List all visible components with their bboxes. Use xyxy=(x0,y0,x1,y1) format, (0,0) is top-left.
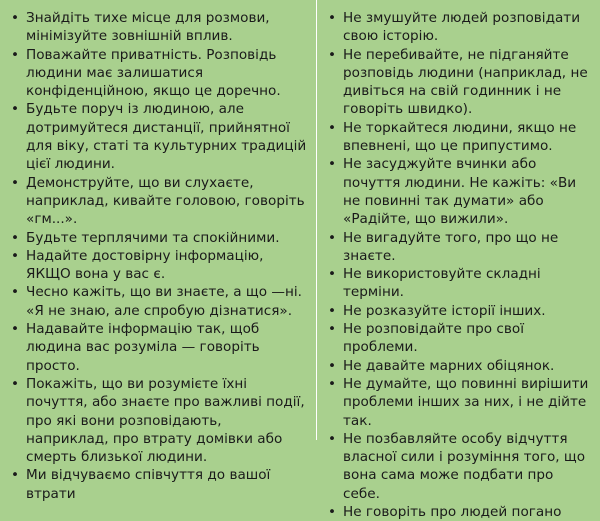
list-item: • Не перебивайте, не підганяйте розповідь людини (наприклад, не дивіться на свій годинник і не говоріть швидко). xyxy=(328,46,590,119)
list-item: • Покажіть, що ви розумієте їхні почуття, або знаєте про важливі події, про які вони розповідають, наприклад, про втрату домівки або смерть близької людини. xyxy=(11,375,307,466)
list-item: • Не говоріть про людей погано xyxy=(328,503,590,521)
list-item: • Поважайте приватність. Розповідь людини має залишатися конфіденційною, якщо це доречно. xyxy=(11,46,307,101)
list-item: • Не позбавляйте особу відчуття власної сили і розуміння того, що вона сама може подбати про себе. xyxy=(328,430,590,503)
list-item: • Надайте достовірну інформацію, ЯКЩО вона у вас є. xyxy=(11,247,307,284)
list-item: • Не вигадуйте того, про що не знаєте. xyxy=(328,229,590,266)
list-item: • Будьте поруч із людиною, але дотримуйтеся дистанції, прийнятної для віку, статі та культурних традицій цієї людини. xyxy=(11,100,307,173)
list-item: • Надавайте інформацію так, щоб людина вас розуміла — говоріть просто. xyxy=(11,320,307,375)
donts-list xyxy=(328,9,590,521)
list-item: • Будьте терплячими та спокійними. xyxy=(11,229,307,247)
list-item: • Демонструйте, що ви слухаєте, наприклад, кивайте головою, говоріть «гм...». xyxy=(11,174,307,229)
list-item: • Знайдіть тихе місце для розмови, мінімізуйте зовнішній вплив. xyxy=(11,9,307,46)
list-item: • Не розказуйте історії інших. xyxy=(328,302,590,320)
list-item: • Не давайте марних обіцянок. xyxy=(328,357,590,375)
column-divider xyxy=(316,0,317,440)
list-item: • Не торкайтеся людини, якщо не впевнені, що це припустимо. xyxy=(328,119,590,156)
list-item: • Не використовуйте складні терміни. xyxy=(328,265,590,302)
list-item: • Не змушуйте людей розповідати свою історію. xyxy=(328,9,590,46)
list-item: • Не розповідайте про свої проблеми. xyxy=(328,320,590,357)
list-item: • Ми відчуваємо співчуття до вашої втрати xyxy=(11,466,307,503)
list-item: • Чесно кажіть, що ви знаєте, а що —ні. «Я не знаю, але спробую дізнатися». xyxy=(11,283,307,320)
dos-list xyxy=(11,9,307,503)
list-item: • Не думайте, що повинні вирішити проблеми інших за них, і не дійте так. xyxy=(328,375,590,430)
list-item: • Не засуджуйте вчинки або почуття людини. Не кажіть: «Ви не повинні так думати» або «Радійте, що вижили». xyxy=(328,155,590,228)
